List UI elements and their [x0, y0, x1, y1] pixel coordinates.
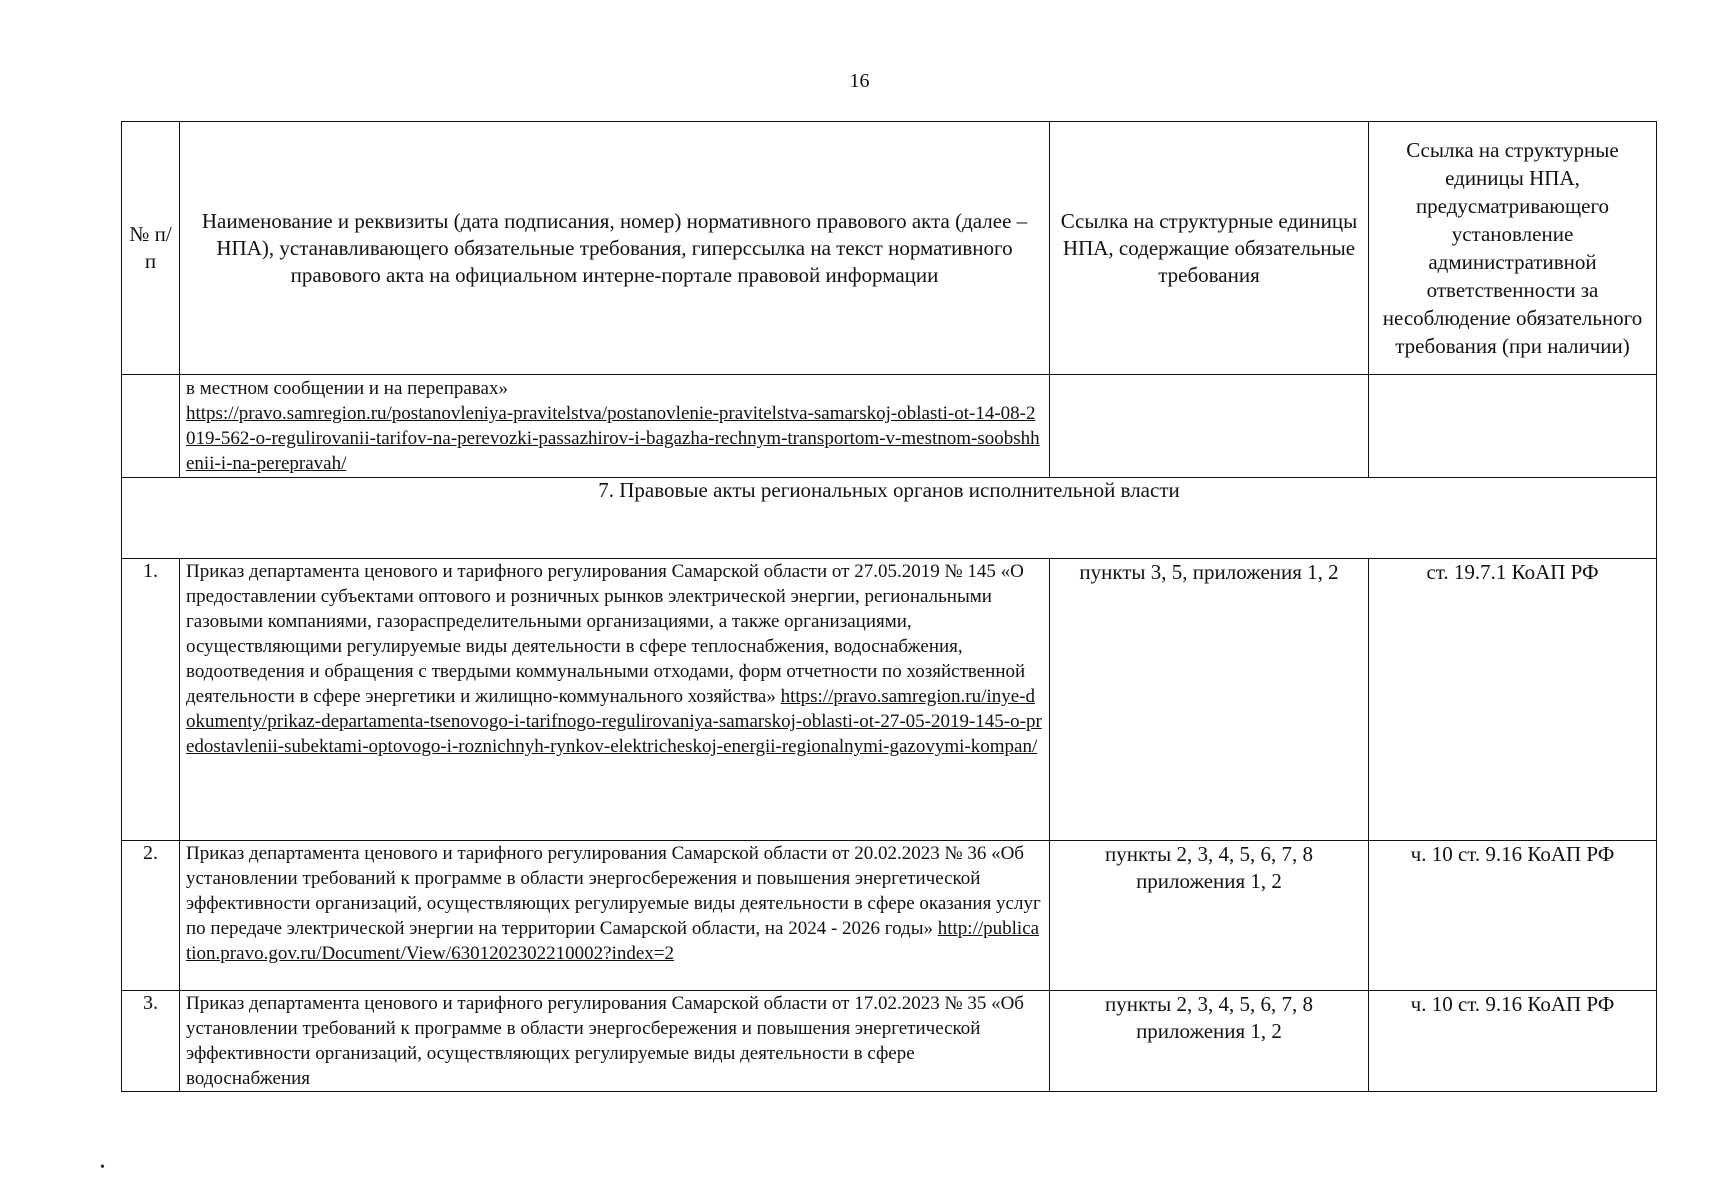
row-npa-name: [180, 841, 1050, 991]
row-structural-units: пункты 3, 5, приложения 1, 2: [1050, 559, 1369, 841]
row-npa-name: [180, 991, 1050, 1092]
table-row: [122, 841, 1657, 991]
header-structural-units: Ссылка на структурные единицы НПА, содержащие обязательные требования: [1050, 122, 1369, 375]
row-liability: ст. 19.7.1 КоАП РФ: [1369, 559, 1657, 841]
table-row: [122, 559, 1657, 841]
row-structural-units: пункты 2, 3, 4, 5, 6, 7, 8 приложения 1, 2: [1050, 841, 1369, 991]
continuation-liability: [1369, 375, 1657, 478]
row-npa-name: [180, 559, 1050, 841]
header-liability: Ссылка на структурные единицы НПА, предусматривающего установление административной ответственности за несоблюдение обязательного требования (при наличии): [1369, 122, 1657, 375]
header-num: № п/п: [122, 122, 180, 375]
row-num: 2.: [122, 841, 180, 991]
continuation-text: в местном сообщении и на переправах»: [186, 378, 508, 399]
row-npa-text: Приказ департамента ценового и тарифного регулирования Самарской области от 27.05.2019 № 145 «О предоставлении субъектами оптового и розничных рынков электрической энергии, региональными газовыми компаниями, газораспределительными организациями, а также организациями, осуществляющими регулируемые виды деятельности в сфере теплоснабжения, водоснабжения, водоотведения и обращения с твердыми коммунальными отходами, форм отчетности по хозяйственной деятельности в сфере энергетики и жилищно-коммунального хозяйства»: [186, 561, 1026, 707]
continuation-units: [1050, 375, 1369, 478]
requirements-table: [121, 121, 1657, 1092]
header-npa-name: Наименование и реквизиты (дата подписания, номер) нормативного правового акта (далее – НПА), устанавливающего обязательные требования, гиперссылка на текст нормативного правового акта на официальном интерне-портале правовой информации: [180, 122, 1050, 375]
row-npa-text: Приказ департамента ценового и тарифного регулирования Самарской области от 20.02.2023 № 36 «Об установлении требований к программе в области энергосбережения и повышения энергетической эффективности организаций, осуществляющих регулируемые виды деятельности в сфере оказания услуг по передаче электрической энергии на территории Самарской области, на 2024 - 2026 годы»: [186, 843, 1041, 939]
row-npa-link[interactable]: https://pravo.samregion.ru/inye-dokumenty/prikaz-departamenta-tsenovogo-i-tarifnogo-regulirovaniya-samarskoj-oblasti-ot-27-05-2019-145-o-predostavlenii-subektami-optovogo-i-roznichnyh-rynkov-elektricheskoj-energii-regionalnymi-gazovymi-kompan/: [186, 686, 1042, 757]
page-number: 16: [849, 70, 870, 92]
continuation-name: [180, 375, 1050, 478]
continuation-link[interactable]: https://pravo.samregion.ru/postanovleniya-pravitelstva/postanovlenie-pravitelstva-samarskoj-oblasti-ot-14-08-2019-562-o-regulirovanii-tarifov-na-perevozki-passazhirov-i-bagazha-rechnym-transportom-v-mestnom-soobshhenii-i-na-perepravah/: [186, 403, 1040, 474]
row-num: 3.: [122, 991, 180, 1092]
table-row: [122, 991, 1657, 1092]
section-title: 7. Правовые акты региональных органов исполнительной власти: [122, 478, 1657, 559]
section-row: [122, 478, 1657, 559]
row-npa-link[interactable]: http://publication.pravo.gov.ru/Document/View/6301202302210002?index=2: [186, 918, 1040, 964]
row-liability: ч. 10 ст. 9.16 КоАП РФ: [1369, 841, 1657, 991]
row-num: 1.: [122, 559, 180, 841]
scan-mark-icon: •: [100, 1160, 105, 1175]
row-npa-text: Приказ департамента ценового и тарифного регулирования Самарской области от 17.02.2023 № 35 «Об установлении требований к программе в области энергосбережения и повышения энергетической эффективности организаций, осуществляющих регулируемые виды деятельности в сфере водоснабжения: [186, 993, 1024, 1089]
row-structural-units: пункты 2, 3, 4, 5, 6, 7, 8 приложения 1, 2: [1050, 991, 1369, 1092]
continuation-row: [122, 375, 1657, 478]
row-liability: ч. 10 ст. 9.16 КоАП РФ: [1369, 991, 1657, 1092]
continuation-num: [122, 375, 180, 478]
table-header-row: [122, 122, 1657, 375]
